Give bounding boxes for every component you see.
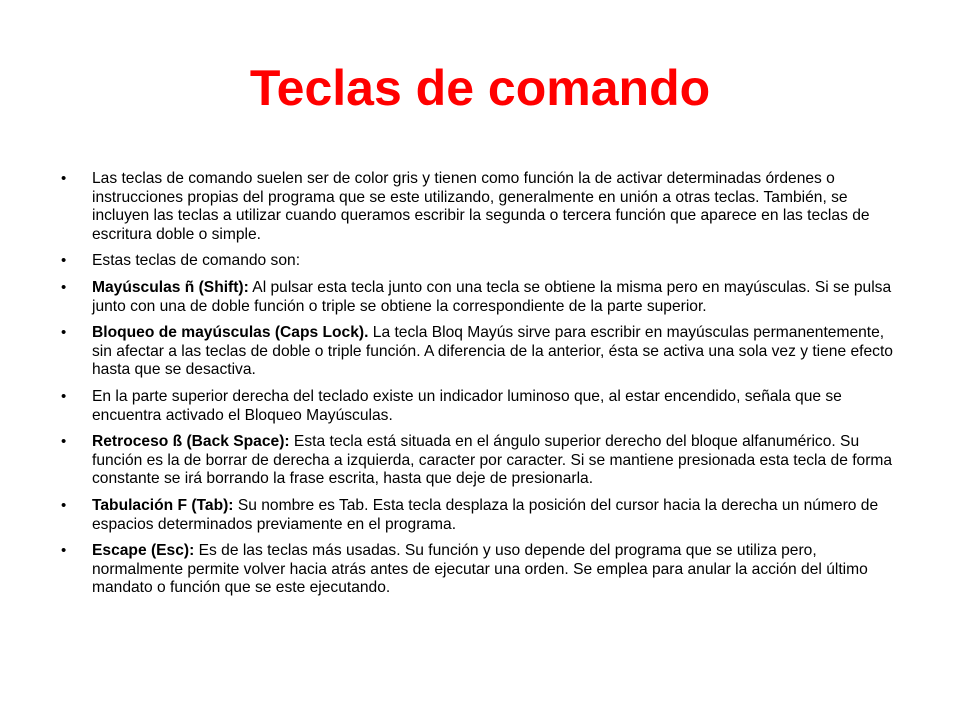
- bullet-lead: Tabulación F (Tab):: [92, 496, 234, 514]
- bullet-item: [61, 324, 906, 380]
- bullet-text: Es de las teclas más usadas. Su función y uso depende del programa que se utiliza pero, normalmente permite volver hacia atrás antes de ejecutar una orden. Se emplea para anular la acción del último mandato o función que se este ejecutando.: [92, 542, 868, 597]
- slide-title: Teclas de comando: [249, 60, 711, 116]
- bullet-item: [61, 433, 906, 489]
- bullet-glyph: •: [61, 433, 67, 451]
- bullet-list: [61, 170, 906, 606]
- bullet-text: Su nombre es Tab. Esta tecla desplaza la posición del cursor hacia la derecha un número de espacios determinados previamente en el programa.: [92, 496, 879, 533]
- bullet-item: [61, 496, 906, 534]
- bullet-text: La tecla Bloq Mayús sirve para escribir en mayúsculas permanentemente, sin afectar a las teclas de doble o triple función. A diferencia de la anterior, ésta se activa una sola vez y tiene efecto hasta que se desactiva.: [92, 324, 893, 379]
- bullet-lead: Escape (Esc):: [92, 542, 195, 560]
- bullet-lead: Retroceso ß (Back Space):: [92, 433, 290, 451]
- bullet-text: Estas teclas de comando son:: [92, 252, 301, 270]
- bullet-glyph: •: [61, 278, 67, 296]
- bullet-item: [61, 170, 906, 244]
- bullet-lead: Bloqueo de mayúsculas (Caps Lock).: [92, 324, 369, 342]
- bullet-glyph: •: [61, 542, 67, 560]
- bullet-item: [61, 252, 906, 271]
- bullet-glyph: •: [61, 496, 67, 514]
- bullet-text: Al pulsar esta tecla junto con una tecla se obtiene la misma pero en mayúsculas. Si se pulsa junto con una de doble función o triple se obtiene la correspondiente de la parte superior.: [92, 278, 892, 315]
- bullet-glyph: •: [61, 387, 67, 405]
- bullet-text: Esta tecla está situada en el ángulo superior derecho del bloque alfanumérico. Su función es la de borrar de derecha a izquierda, caracter por caracter. Si se mantiene presionada esta tecla de forma constante se irá borrando la frase escrita, hasta que deje de presionarla.: [92, 433, 893, 488]
- bullet-lead: Mayúsculas ñ (Shift):: [92, 278, 249, 296]
- bullet-glyph: •: [61, 170, 67, 187]
- bullet-item: [61, 387, 906, 425]
- bullet-text: En la parte superior derecha del teclado existe un indicador luminoso que, al estar encendido, señala que se encuentra activado el Bloqueo Mayúsculas.: [92, 387, 842, 424]
- bullet-glyph: •: [61, 252, 67, 270]
- bullet-glyph: •: [61, 324, 67, 342]
- bullet-item: [61, 542, 906, 598]
- bullet-item: [61, 278, 906, 316]
- bullet-text: Las teclas de comando suelen ser de color gris y tienen como función la de activar determinadas órdenes o instrucciones propias del programa que se este utilizando, generalmente en unión a otras teclas. También, se incluyen las teclas a utilizar cuando queramos escribir la segunda o tercera función que aparece en las teclas de escritura doble o simple.: [92, 170, 870, 243]
